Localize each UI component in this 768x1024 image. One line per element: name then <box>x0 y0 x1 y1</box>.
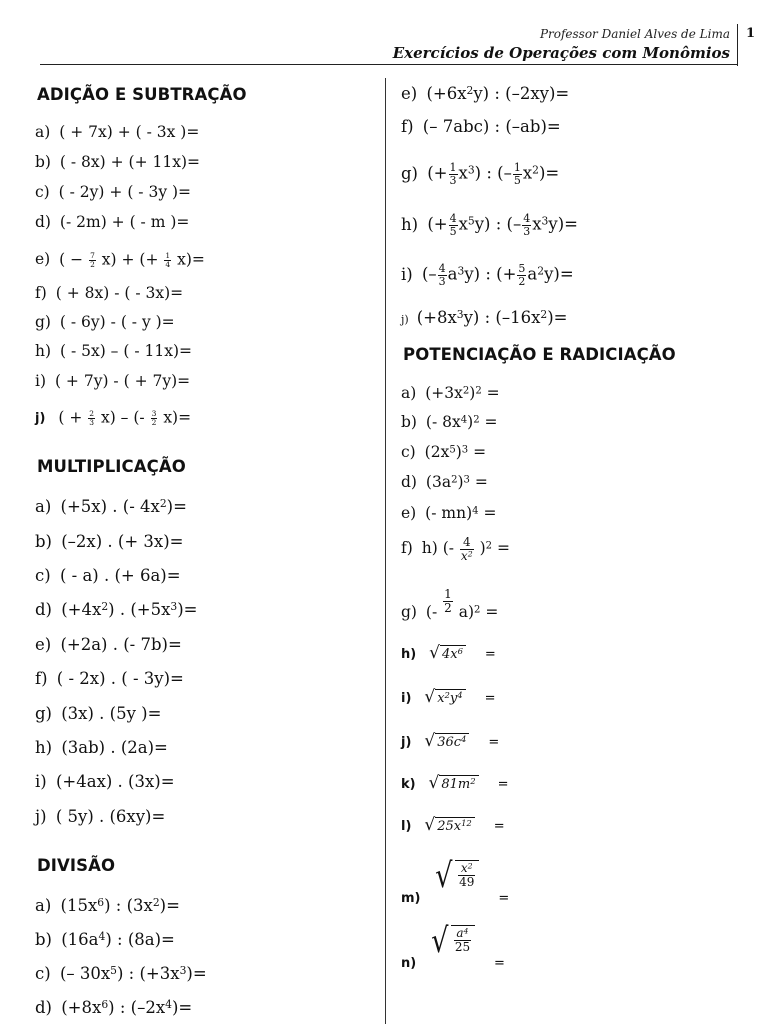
fraction: $\frac{5}{2}$ <box>518 262 526 288</box>
exercise-adicao-b: b) ( - 8x) + (+ 11x)= <box>35 153 201 171</box>
exercise-div-a: a) $(15x^6)$ : $(3x^2)=$ <box>35 896 180 915</box>
exercise-div-e: e) $(+6x^2y)$ : (–2xy)= <box>401 84 570 103</box>
fraction: $\frac{4}{5}$ <box>449 212 457 238</box>
exercise-adicao-j: j) ( + $\frac{2}{3}$ x) – (- $\frac{3}{2}$ x)= <box>35 408 192 427</box>
square-root: √ $4x^6$ <box>429 645 466 663</box>
exercise-rad-i: i) √ $x^2y^4$ = <box>401 687 496 707</box>
fraction: $\frac{3}{2}$ <box>151 409 157 427</box>
page-header <box>40 26 738 65</box>
exercise-div-f: f) (– 7abc) : (–ab)= <box>401 117 561 136</box>
exercise-adicao-f: f) ( + 8x) - ( - 3x)= <box>35 284 184 302</box>
exercise-rad-k: k) √ $81m^2$ = <box>401 773 509 793</box>
exercise-div-c: c) (– $30x^5$) : $(+3x^3)=$ <box>35 964 207 983</box>
exercise-adicao-c: c) ( - 2y) + ( - 3y )= <box>35 183 192 201</box>
document-title: Exercícios de Operações com Monômios <box>392 44 730 62</box>
section-title-multiplicacao: MULTIPLICAÇÃO <box>37 457 186 476</box>
section-title-divisao: DIVISÃO <box>37 856 116 875</box>
exercise-adicao-d: d) (- 2m) + ( - m )= <box>35 213 190 231</box>
exercise-adicao-g: g) ( - 6y) - ( - y )= <box>35 313 175 331</box>
square-root: √ $x^2y^4$ <box>424 689 465 707</box>
exercise-mult-d: d) $(+4x^2)$ . $(+5x^3)=$ <box>35 600 198 619</box>
exercise-pot-b: b) (- $8x^4)^2$ = <box>401 413 498 431</box>
fraction: $\frac{4}{x^2}$ <box>460 535 473 563</box>
exercise-pot-f: f) h) (- $\frac{4}{x^2}$ )$^2$ = <box>401 535 510 563</box>
exercise-mult-b: b) (–2x) . (+ 3x)= <box>35 532 184 551</box>
author-name: Professor Daniel Alves de Lima <box>539 27 730 41</box>
exercise-div-g: g) (+ $\frac{1}{3}$ $x^3$) : (– $\frac{1}{5}$ $x^2)=$ <box>401 161 560 187</box>
exercise-rad-j: j) √ $36c^4$ = <box>401 731 500 751</box>
exercise-div-j: j) $(+8x^3y)$ : $(-16x^2)=$ <box>401 308 568 327</box>
column-divider <box>385 78 386 1024</box>
fraction: $\frac{x^2}{49}$ <box>459 861 475 889</box>
fraction: $\frac{1}{3}$ <box>449 161 457 187</box>
fraction: $\frac{7}{2}$ <box>90 251 95 269</box>
square-root: √ $\frac{x^2}{49}$ <box>433 860 479 892</box>
square-root: √ $36c^4$ <box>424 733 469 751</box>
exercise-mult-a: a) (+5x) . (- $4x^2)=$ <box>35 497 187 516</box>
exercise-rad-m: $_{m)}$ √ $\frac{x^2}{49}$ $_=$ <box>401 856 510 907</box>
exercise-mult-f: f) ( - 2x) . ( - 3y)= <box>35 669 184 688</box>
square-root: √ $81m^2$ <box>429 775 479 793</box>
exercise-pot-d: d) $(3a^2)^3$ = <box>401 473 488 491</box>
exercise-mult-c: c) ( - a) . (+ 6a)= <box>35 566 181 585</box>
exercise-rad-n: $_{n)}$ √ $\frac{a^4}{25}$ $_=$ <box>401 921 505 972</box>
exercise-div-d: d) $(+8x^6)$ : $(-2x^4)=$ <box>35 998 193 1017</box>
exercise-adicao-a: a) ( + 7x) + ( - 3x )= <box>35 123 200 141</box>
exercise-adicao-h: h) ( - 5x) – ( - 11x)= <box>35 342 192 360</box>
exercise-pot-a: a) $(+3x^2)^2$ = <box>401 384 500 402</box>
fraction: $\frac{1}{4}$ <box>165 251 171 269</box>
fraction: $\frac{4}{3}$ <box>523 212 531 238</box>
square-root: √ $25x^{12}$ <box>424 817 474 835</box>
page-number: 1 <box>746 26 756 41</box>
exercise-div-b: b) $(16a^4)$ : (8a)= <box>35 930 175 949</box>
square-root: √ $\frac{a^4}{25}$ <box>429 925 475 957</box>
exercise-rad-l: l) √ $25x^{12}$ = <box>401 815 505 835</box>
exercise-pot-e: e) (- mn)$^4$ = <box>401 504 497 522</box>
exercise-adicao-i: i) ( + 7y) - ( + 7y)= <box>35 372 191 390</box>
fraction: $\frac{1}{2}$ <box>444 587 452 615</box>
exercise-div-i: i) (– $\frac{4}{3}$ $a^3y$) : (+ $\frac{5}{2}$ $a^2y)=$ <box>401 262 574 288</box>
exercise-mult-e: e) (+2a) . (- 7b)= <box>35 635 182 654</box>
exercise-mult-i: i) (+4ax) . (3x)= <box>35 772 175 791</box>
exercise-adicao-e: e) ( − $\frac{7}{2}$ x) + (+ $\frac{1}{4}$ x)= <box>35 250 205 269</box>
exercise-mult-j: j) ( 5y) . (6xy)= <box>35 807 166 826</box>
fraction: $\frac{1}{5}$ <box>513 161 521 187</box>
section-title-potenciacao: POTENCIAÇÃO E RADICIAÇÃO <box>403 345 676 364</box>
fraction: $\frac{a^4}{25}$ <box>454 926 471 954</box>
fraction: $\frac{2}{3}$ <box>89 409 95 427</box>
exercise-mult-g: g) (3x) . (5y )= <box>35 704 162 723</box>
header-divider <box>737 24 738 66</box>
fraction: $\frac{4}{3}$ <box>438 262 446 288</box>
exercise-pot-c: c) $(2x^5)^3$ = <box>401 443 487 461</box>
exercise-pot-g: g) (- $\frac{1}{2}$ a)$^2$ = <box>401 587 499 622</box>
section-title-adicao: ADIÇÃO E SUBTRAÇÃO <box>37 85 247 104</box>
exercise-mult-h: h) (3ab) . (2a)= <box>35 738 168 757</box>
exercise-div-h: h) (+ $\frac{4}{5}$ $x^5y$) : (– $\frac{4}{3}$ $x^3y)=$ <box>401 212 578 238</box>
exercise-rad-h: h) √ $4x^6$ = <box>401 643 496 663</box>
